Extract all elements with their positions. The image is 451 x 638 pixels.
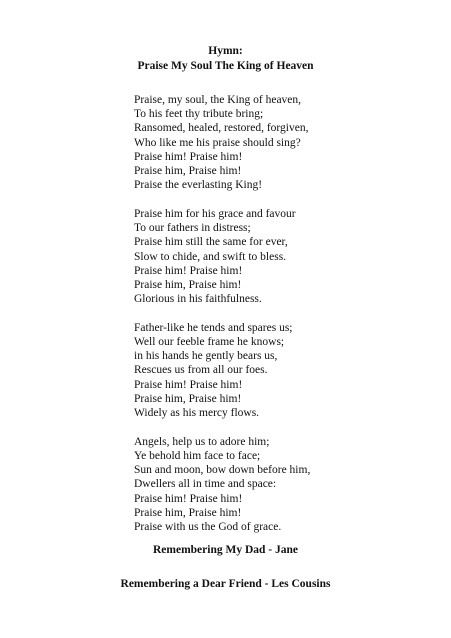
lyric-line: Praise him, Praise him! [134, 392, 242, 405]
hymn-title: Praise My Soul The King of Heaven [137, 60, 314, 72]
lyric-line: Praise with us the God of grace. [134, 520, 282, 533]
lyric-line: in his hands he gently bears us, [134, 350, 278, 363]
lyric-line: Praise the everlasting King! [134, 179, 263, 192]
lyric-line: Well our feeble frame he knows; [134, 336, 285, 349]
lyric-line: Praise him! Praise him! [134, 378, 243, 391]
stanza-4 [134, 435, 434, 534]
dedication-friend: Remembering a Dear Friend - Les Cousins [120, 578, 331, 590]
title-block [0, 44, 451, 74]
lyric-line: Praise him! Praise him! [134, 150, 243, 163]
lyric-line: Praise him! Praise him! [134, 492, 243, 505]
lyric-line: Ransomed, healed, restored, forgiven, [134, 122, 309, 135]
stanza-2 [134, 207, 434, 306]
stanza-3 [134, 321, 434, 420]
lyric-line: Glorious in his faithfulness. [134, 293, 262, 306]
lyric-line: Praise him! Praise him! [134, 264, 243, 277]
lyric-line: To his feet thy tribute bring; [134, 108, 264, 121]
dedication-dad: Remembering My Dad - Jane [152, 544, 298, 556]
lyric-line: Praise him still the same for ever, [134, 236, 288, 249]
hymn-label: Hymn: [208, 45, 243, 57]
lyric-line: Slow to chide, and swift to bless. [134, 250, 287, 263]
lyric-line: Praise him, Praise him! [134, 506, 242, 519]
lyric-line: Rescues us from all our foes. [134, 364, 268, 377]
lyric-line: To our fathers in distress; [134, 222, 251, 235]
lyric-line: Praise him, Praise him! [134, 278, 242, 291]
lyric-line: Praise, my soul, the King of heaven, [134, 94, 302, 106]
lyric-line: Sun and moon, bow down before him, [134, 464, 311, 477]
lyric-line: Ye behold him face to face; [134, 449, 261, 462]
lyric-line: Praise him for his grace and favour [134, 207, 296, 220]
lyric-line: Praise him, Praise him! [134, 165, 242, 178]
lyric-line: Widely as his mercy flows. [134, 407, 260, 420]
stanza-1 [134, 93, 434, 192]
lyric-line: Dwellers all in time and space: [134, 478, 277, 491]
lyric-line: Who like me his praise should sing? [134, 136, 301, 149]
lyric-line: Father-like he tends and spares us; [134, 321, 293, 334]
lyric-line: Angels, help us to adore him; [134, 435, 270, 448]
hymn-lyrics [134, 93, 434, 549]
